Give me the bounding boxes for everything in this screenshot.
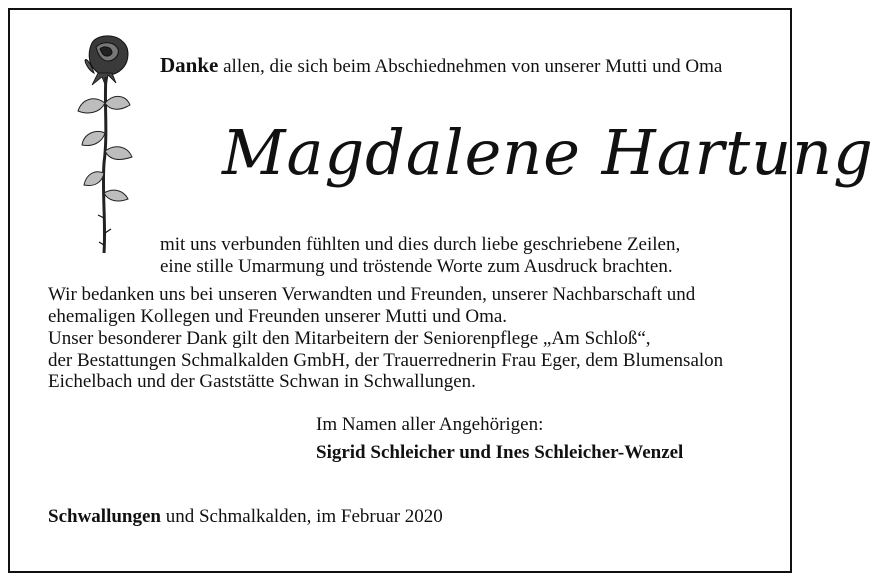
paragraph-line: Eichelbach und der Gaststätte Schwan in Schwallungen.: [48, 371, 476, 392]
body-line-3: eine stille Umarmung und tröstende Worte zum Ausdruck brachten.: [160, 256, 673, 277]
paragraph-line: Wir bedanken uns bei unseren Verwandten und Freunden, unserer Nachbarschaft und: [48, 284, 696, 305]
signoff-intro: Im Namen aller Angehörigen:: [316, 414, 544, 435]
intro-line: [160, 54, 722, 78]
body-line-2: mit uns verbunden fühlten und dies durch liebe geschriebene Zeilen,: [160, 234, 681, 255]
place-date: [48, 506, 443, 528]
signoff-names: Sigrid Schleicher und Ines Schleicher-Wenzel: [316, 442, 684, 463]
paragraph-line: der Bestattungen Schmalkalden GmbH, der Trauerrednerin Frau Eger, dem Blumensalon: [48, 349, 724, 371]
deceased-name: Magdalene Hartung: [222, 116, 874, 189]
intro-bold-word: Danke: [160, 53, 219, 77]
thanks-paragraph-1: [48, 284, 695, 327]
paragraph-line: ehemaligen Kollegen und Freunden unserer Mutti und Oma.: [48, 305, 508, 327]
thanks-paragraph-2: [48, 328, 723, 393]
paragraph-line: Unser besonderer Dank gilt den Mitarbeitern der Seniorenpflege „Am Schloß“,: [48, 328, 651, 349]
rose-icon: [74, 33, 136, 263]
intro-text: allen, die sich beim Abschiednehmen von unserer Mutti und Oma: [218, 56, 723, 77]
place-bold: Schwallungen: [48, 506, 161, 527]
place-date-text: und Schmalkalden, im Februar 2020: [160, 506, 443, 527]
